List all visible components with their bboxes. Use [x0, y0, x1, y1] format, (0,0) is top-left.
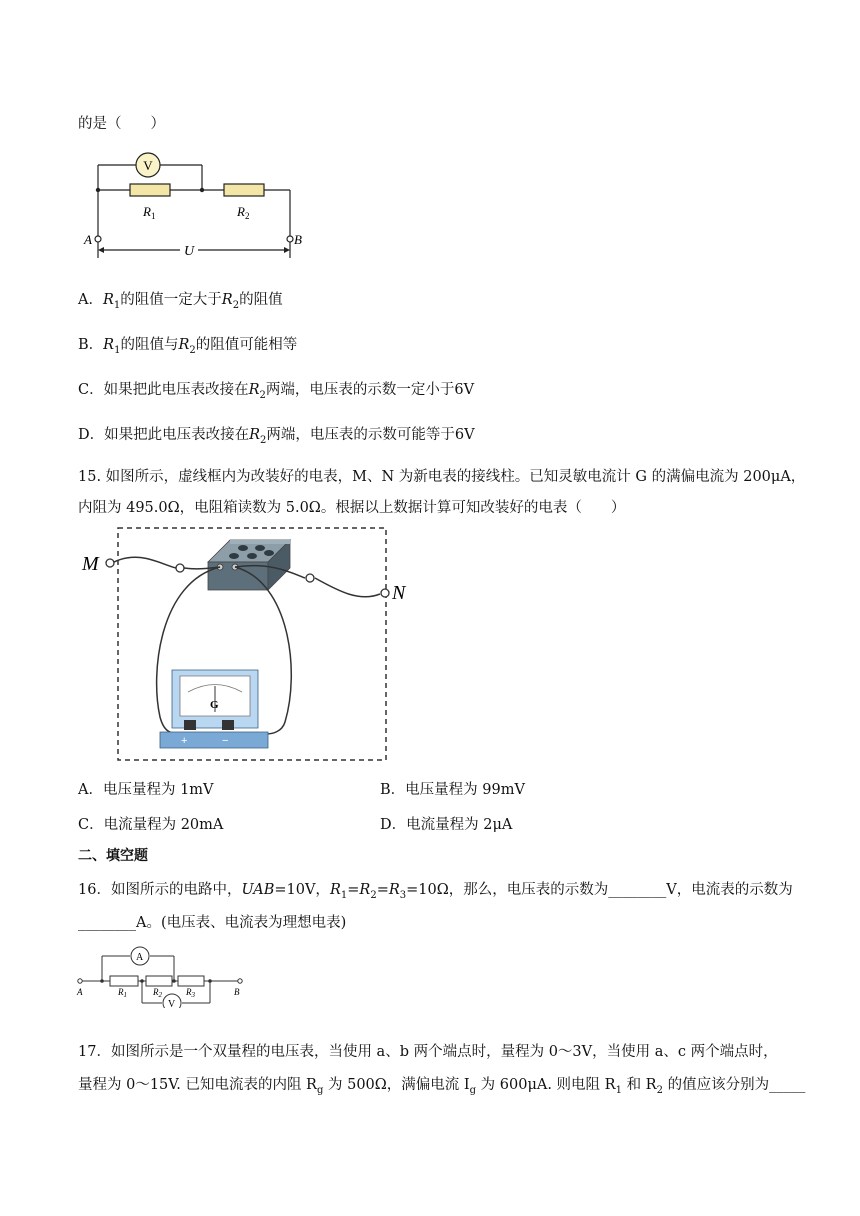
svg-text:M: M [82, 553, 99, 575]
svg-text:U: U [184, 244, 195, 259]
svg-text:V: V [168, 999, 176, 1008]
terminal-n [381, 589, 389, 597]
q15-option-b: B．电压量程为 99mV [380, 782, 525, 798]
resistor-r2 [224, 184, 264, 196]
q14-option-b: B．$R_1$的阻值与$R_2$的阻值可能相等 [78, 337, 298, 356]
svg-text:R1: $R_1$ [143, 204, 156, 221]
q14-circuit-diagram [80, 148, 310, 266]
svg-text:G: G [210, 699, 219, 711]
svg-text:R2: $R_2$ [153, 987, 162, 999]
resistor-r1 [130, 184, 170, 196]
q16-stem-line2: ________A。(电压表、电流表为理想电表) [78, 915, 347, 931]
svg-text:B: B [294, 232, 302, 247]
q15-stem-line2: 内阻为 495.0Ω，电阻箱读数为 5.0Ω。根据以上数据计算可知改装好的电表（ ） [78, 500, 626, 516]
terminal-b [287, 236, 293, 242]
q14-option-c: C．如果把此电压表改接在$R_2$两端，电压表的示数一定小于6V [78, 382, 475, 401]
q17-stem-line1: 17．如图所示是一个双量程的电压表，当使用 a、b 两个端点时，量程为 0～3V，当使用 a、c 两个端点时， [78, 1044, 778, 1060]
svg-text:−: − [222, 735, 229, 747]
svg-text:R1: $R_1$ [118, 987, 127, 999]
q15-option-a: A．电压量程为 1mV [78, 782, 214, 798]
terminal-a [95, 236, 101, 242]
question-continuation: 的是（ ） [78, 116, 165, 132]
q17-stem-line2: 量程为 0～15V. 已知电流表的内阻 $R_g$ 为 500Ω，满偏电流 $I_g$ 为 600μA. 则电阻 $R_1$ 和 $R_2$ 的值应该分别为_____ [78, 1077, 806, 1096]
svg-text:B: B [234, 987, 240, 997]
terminal-m [106, 559, 114, 567]
svg-text:A: A [136, 952, 144, 963]
q15-meter-diagram [80, 522, 430, 768]
q14-option-d: D．如果把此电压表改接在$R_2$两端，电压表的示数可能等于6V [78, 427, 475, 446]
svg-text:+: + [181, 735, 188, 747]
q15-option-c: C．电流量程为 20mA [78, 817, 224, 833]
q15-stem-line1: 15. 如图所示，虚线框内为改装好的电表，M、N 为新电表的接线柱。已知灵敏电流计 G 的满偏电流为 200μA， [78, 469, 806, 485]
q14-option-a: A．$R_1$的阻值一定大于$R_2$的阻值 [78, 292, 283, 311]
section-heading: 二、填空题 [78, 848, 148, 864]
svg-text:A: A [77, 987, 83, 997]
voltmeter-label: V [143, 158, 153, 173]
q16-stem-line1: 16．如图所示的电路中，UAB=10V，$R_1=R_2=R_3=10\Omega$，那么，电压表的示数为________V，电流表的示数为 [78, 882, 793, 901]
svg-text:R2: $R_2$ [237, 204, 250, 221]
q16-circuit-diagram [76, 942, 256, 1008]
q15-option-d: D．电流量程为 2μA [380, 817, 513, 833]
svg-text:R3: $R_3$ [186, 987, 195, 999]
svg-text:A: A [84, 232, 92, 247]
svg-text:N: N [392, 582, 406, 604]
